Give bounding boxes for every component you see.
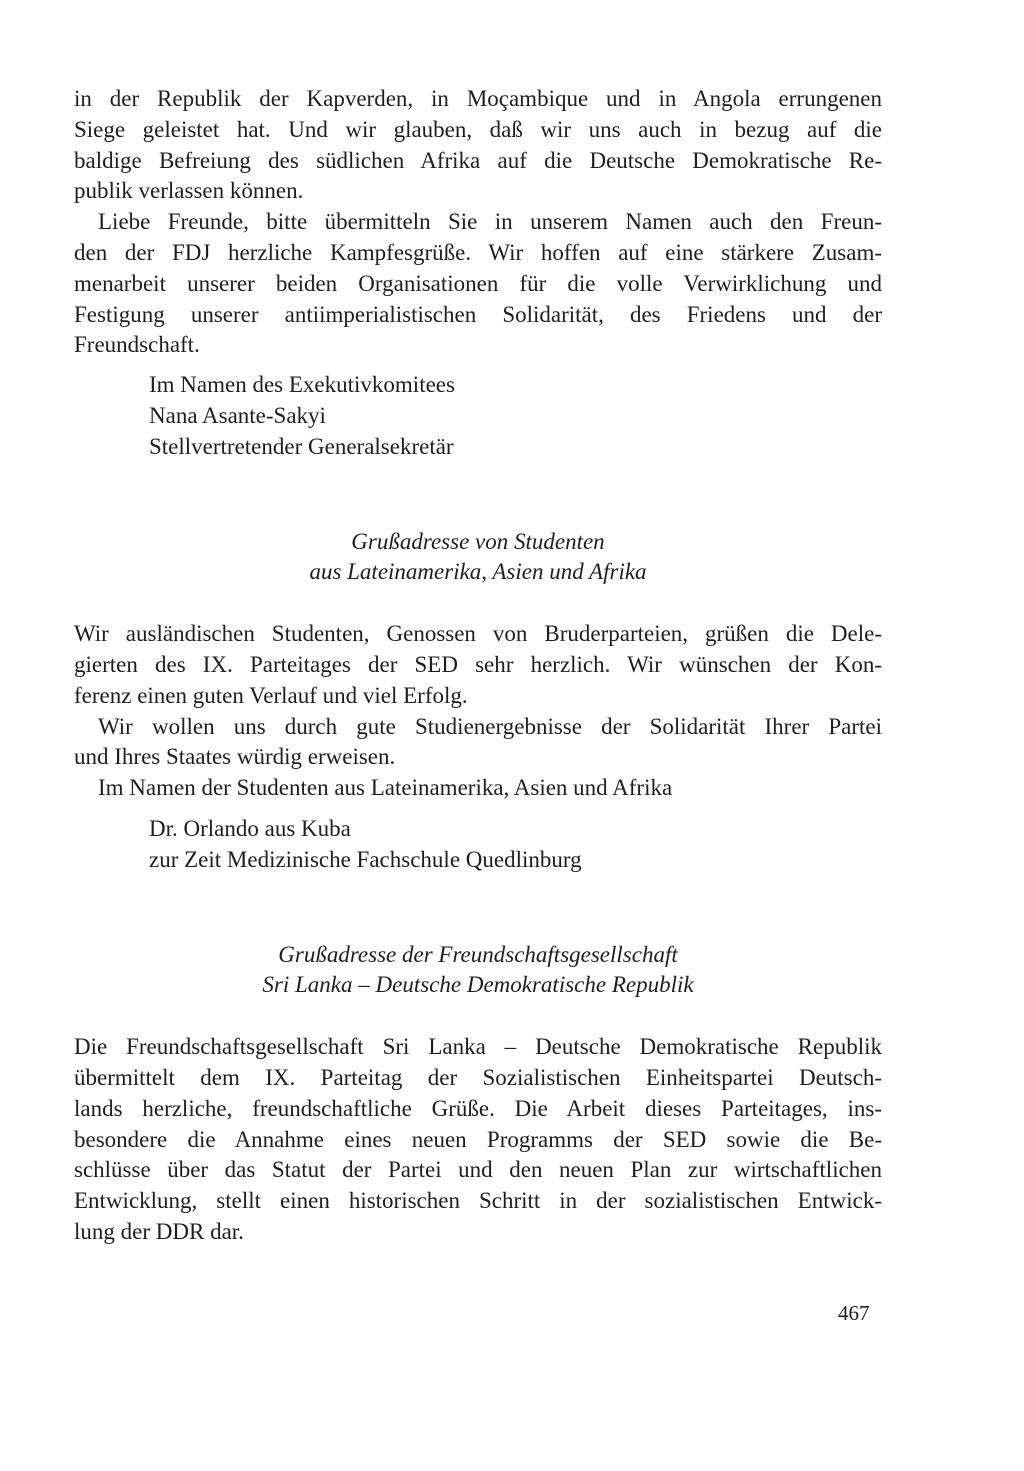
section-heading <box>74 940 882 1002</box>
text-line: Freundschaft. <box>74 332 200 358</box>
text-line: Im Namen der Studenten aus Lateinamerika, Asien und Afrika <box>98 775 673 801</box>
paragraph-liebe-freunde <box>74 207 882 361</box>
text-line: publik verlassen können. <box>74 178 304 204</box>
paragraph-im-namen <box>74 773 882 804</box>
text-line: baldige Befreiung des südlichen Afrika auf die Deutsche Demokratische Re- <box>74 147 882 173</box>
text-line: in der Republik der Kapverden, in Moçambique und in Angola errungenen <box>74 86 882 111</box>
signature-line: Dr. Orlando aus Kuba <box>149 815 351 841</box>
text-line: Siege geleistet hat. Und wir glauben, daß wir uns auch in bezug auf die <box>74 116 882 142</box>
text-line: besondere die Annahme eines neuen Programms der SED sowie die Be- <box>74 1126 882 1152</box>
text-line: schlüsse über das Statut der Partei und den neuen Plan zur wirtschaftlichen <box>74 1157 882 1183</box>
signature-line: Stellvertretender Generalsekretär <box>149 433 454 459</box>
heading-line: aus Lateinamerika, Asien und Afrika <box>309 559 647 585</box>
text-line: menarbeit unserer beiden Organisationen für die volle Verwirklichung und <box>74 270 882 296</box>
signature-block <box>74 814 882 876</box>
text-line: ferenz einen guten Verlauf und viel Erfolg. <box>74 682 468 708</box>
text-line: lung der DDR dar. <box>74 1218 244 1244</box>
text-line: und Ihres Staates würdig erweisen. <box>74 744 396 770</box>
text-line: übermittelt dem IX. Parteitag der Sozialistischen Einheitspartei Deutsch- <box>74 1064 882 1090</box>
text-line: Entwicklung, stellt einen historischen Schritt in der sozialistischen Entwick- <box>74 1188 882 1214</box>
text-line: Wir wollen uns durch gute Studienergebnisse der Solidarität Ihrer Partei <box>98 713 882 739</box>
text-line: gierten des IX. Parteitages der SED sehr herzlich. Wir wünschen der Kon- <box>74 651 882 677</box>
text-line: Wir ausländischen Studenten, Genossen von Bruderparteien, grüßen die Dele- <box>74 621 882 647</box>
heading-line: Grußadresse von Studenten <box>351 528 605 554</box>
paragraph-studenten <box>74 619 882 711</box>
text-line: Festigung unserer antiimperialistischen Solidarität, des Friedens und der <box>74 301 882 327</box>
signature-line: zur Zeit Medizinische Fachschule Quedlinburg <box>149 846 582 872</box>
text-line: den der FDJ herzliche Kampfesgrüße. Wir hoffen auf eine stärkere Zusam- <box>74 239 882 265</box>
heading-line: Sri Lanka – Deutsche Demokratische Republik <box>262 972 694 998</box>
text-line: lands herzliche, freundschaftliche Grüße. Die Arbeit dieses Parteitages, ins- <box>74 1095 882 1121</box>
signature-block <box>74 370 882 462</box>
heading-line: Grußadresse der Freundschaftsgesellschaft <box>278 941 678 967</box>
paragraph-continuation <box>74 84 882 207</box>
page-body <box>74 84 882 1248</box>
paragraph-studienergebnisse <box>74 712 882 774</box>
signature-line: Nana Asante-Sakyi <box>149 402 326 428</box>
section-heading <box>74 527 882 589</box>
page-number: 467 <box>838 1301 870 1325</box>
text-line: Die Freundschaftsgesellschaft Sri Lanka – Deutsche Demokratische Republik <box>74 1034 882 1060</box>
signature-line: Im Namen des Exekutivkomitees <box>149 372 455 398</box>
paragraph-freundschaftsgesellschaft <box>74 1032 882 1248</box>
text-line: Liebe Freunde, bitte übermitteln Sie in unserem Namen auch den Freun- <box>98 209 882 235</box>
